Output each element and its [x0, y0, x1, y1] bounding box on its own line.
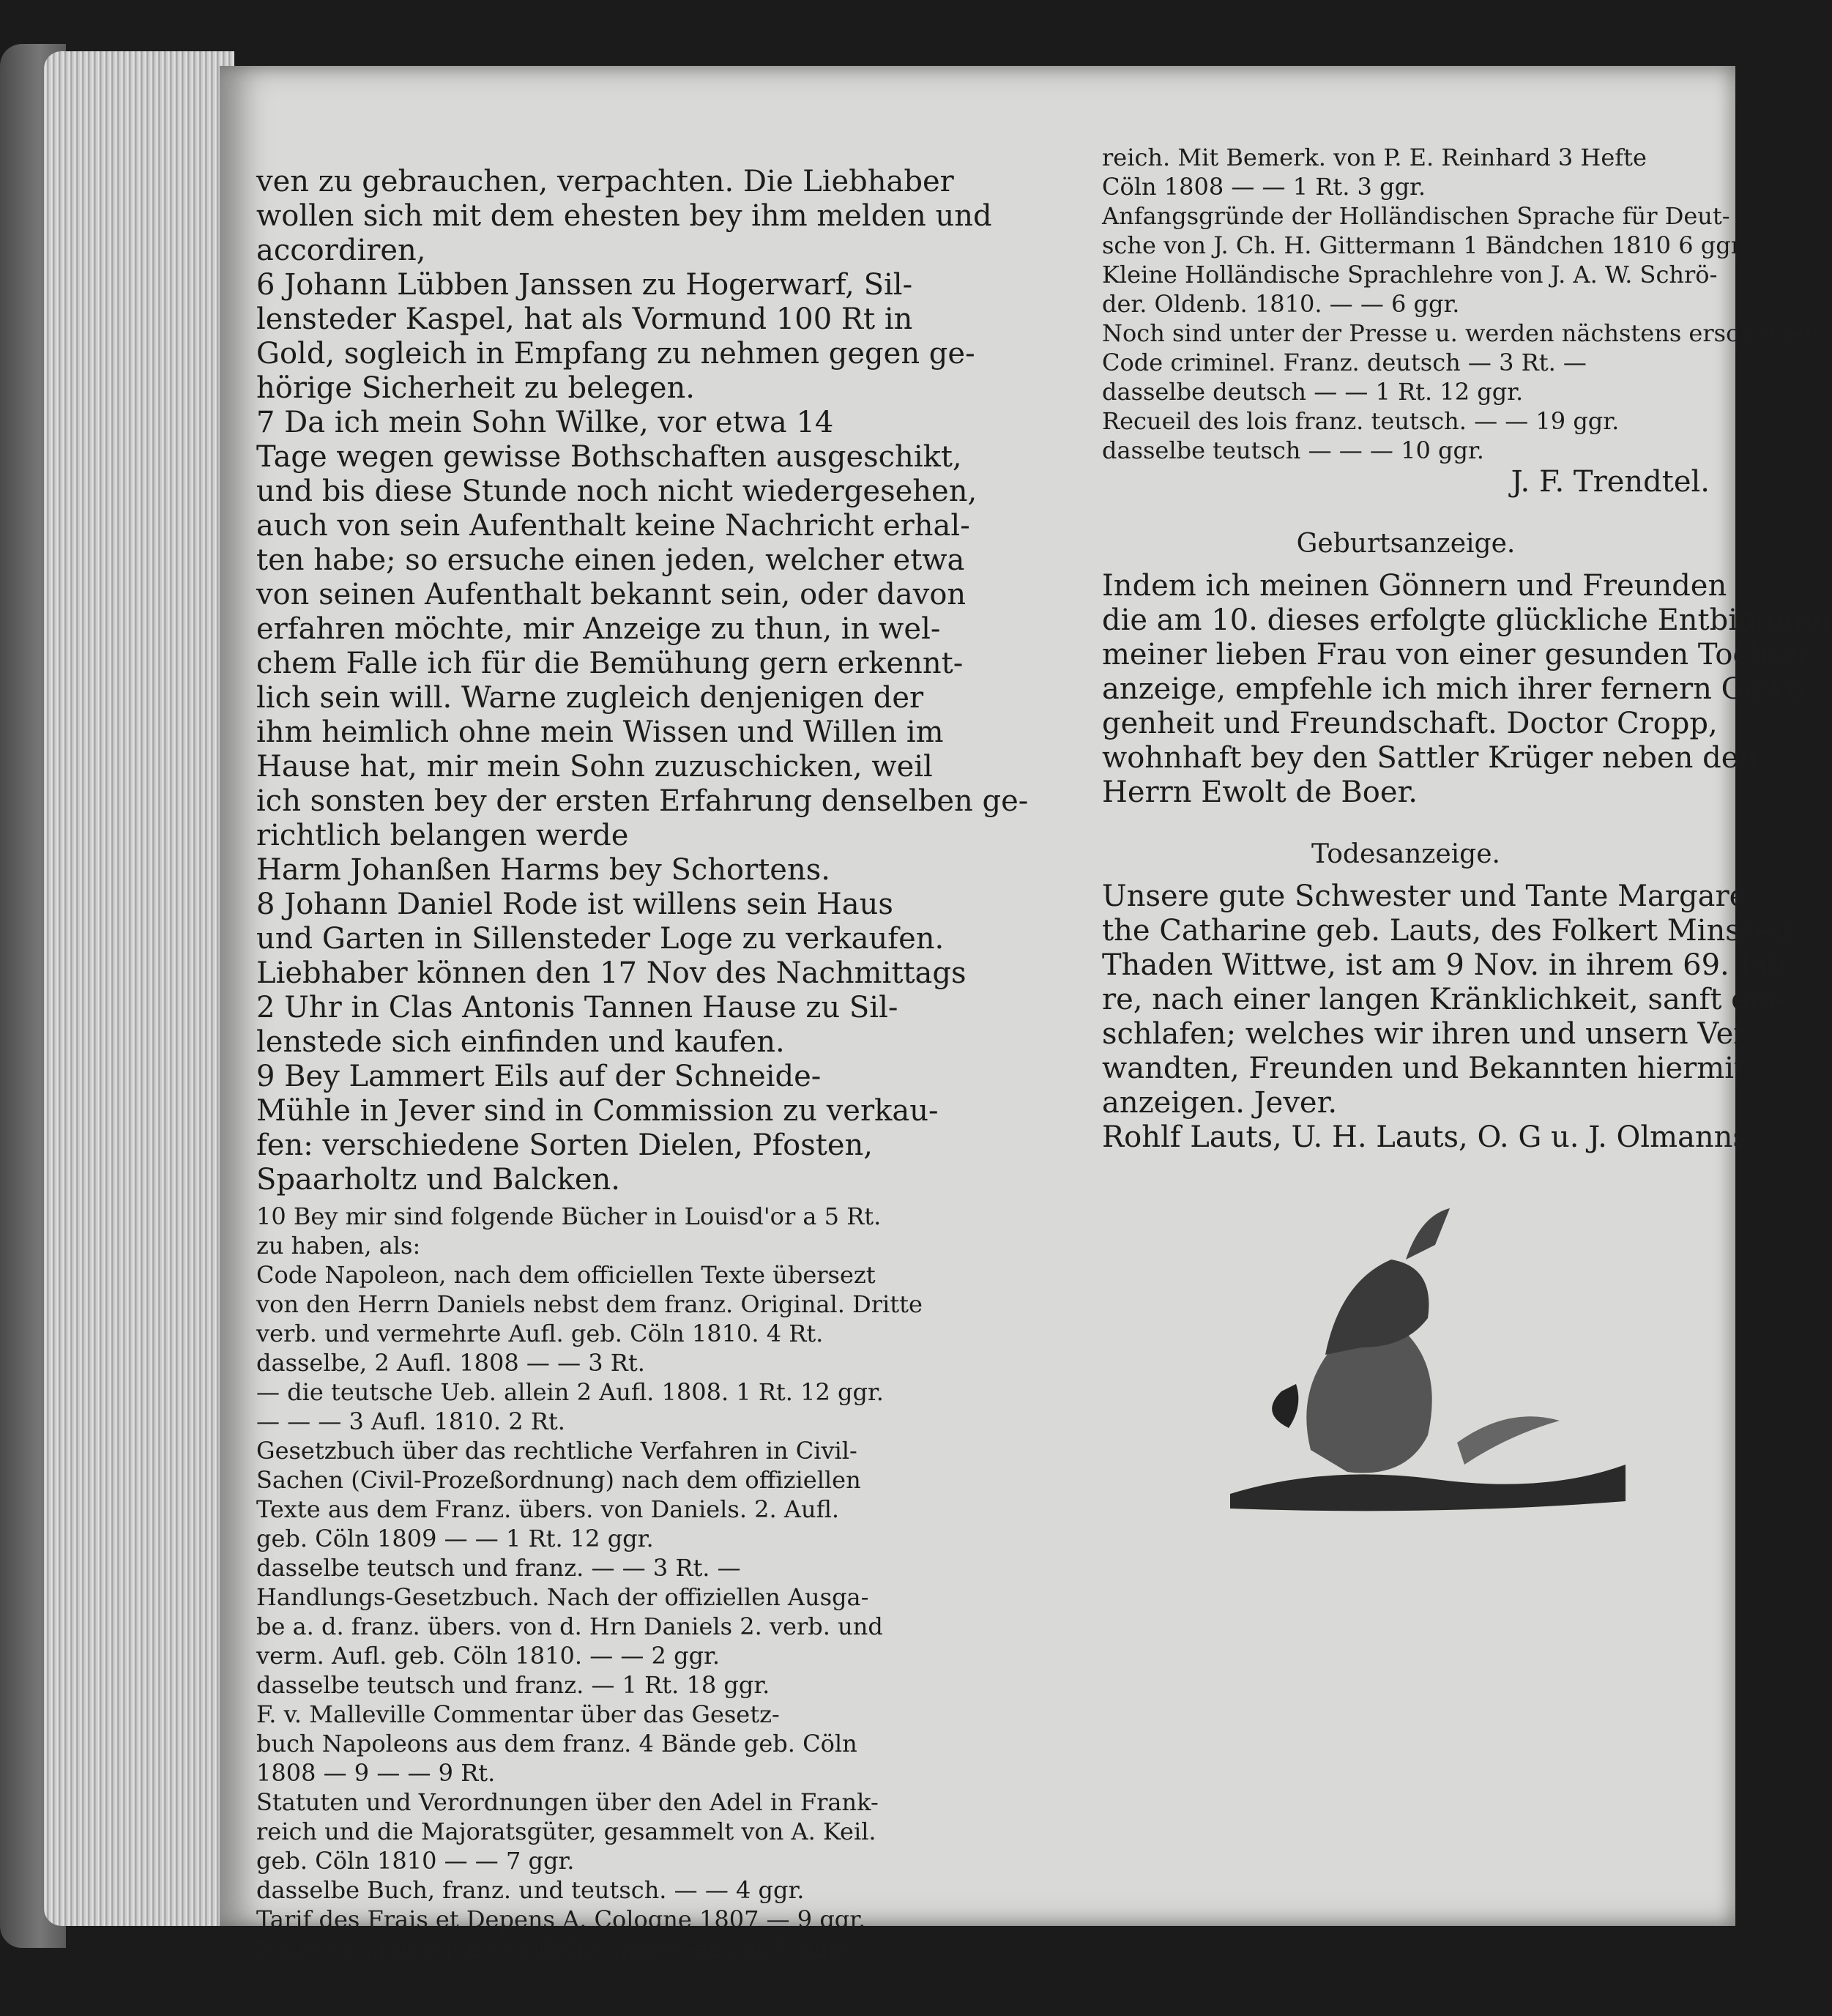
text-line: lensteder Kaspel, hat als Vormund 100 Rt in — [256, 302, 913, 336]
text-line: hörige Sicherheit zu belegen. — [256, 371, 695, 405]
text-line: 9 Bey Lammert Eils auf der Schneide- — [256, 1060, 822, 1093]
book-line: Code Napoleon, nach dem officiellen Texte übersezt — [256, 1261, 876, 1289]
book-line: buch Napoleons aus dem franz. 4 Bände geb. Cöln — [256, 1730, 857, 1758]
book-line: dasselbe deutsch — — 1 Rt. 12 ggr. — [1102, 378, 1524, 406]
text-line: ten habe; so ersuche einen jeden, welcher etwa — [256, 543, 965, 577]
text-line: genheit und Freundschaft. Doctor Cropp, — [1102, 707, 1718, 740]
book-line: Kleine Holländische Sprachlehre von J. A. W. Schrö- — [1102, 261, 1718, 289]
book-line: Sachen (Civil-Prozeßordnung) nach dem offiziellen — [256, 1466, 861, 1494]
book-line: sche von J. Ch. H. Gittermann 1 Bändchen 1810 6 ggr. — [1102, 231, 1747, 259]
book-line: reich. Mit Bemerk. von P. E. Reinhard 3 Hefte — [1102, 144, 1647, 171]
text-line: 7 Da ich mein Sohn Wilke, vor etwa 14 — [256, 406, 834, 439]
text-line: fen: verschiedene Sorten Dielen, Pfosten, — [256, 1128, 873, 1162]
text-line: richtlich belangen werde — [256, 819, 629, 852]
book-line: Anfangsgründe der Holländischen Sprache für Deut- — [1102, 202, 1730, 230]
text-line: re, nach einer langen Kränklichkeit, sanft ein- — [1102, 983, 1787, 1016]
text-line: schlafen; welches wir ihren und unsern Ver- — [1102, 1017, 1757, 1051]
text-line: accordiren, — [256, 234, 426, 267]
text-line: ven zu gebrauchen, verpachten. Die Liebhaber — [256, 165, 954, 198]
book-line: reich und die Majoratsgüter, gesammelt von A. Keil. — [256, 1818, 876, 1845]
bird-vignette-icon — [1215, 1201, 1633, 1523]
book-line: geb. Cöln 1809 — — 1 Rt. 12 ggr. — [256, 1525, 654, 1552]
text-line: ihm heimlich ohne mein Wissen und Willen im — [256, 715, 944, 749]
text-line: lich sein will. Warne zugleich denjenigen der — [256, 681, 924, 715]
text-line: und bis diese Stunde noch nicht wiedergesehen, — [256, 475, 978, 508]
book-line: dasselbe Buch, franz. und teutsch. — — 4 ggr. — [256, 1876, 805, 1904]
book-line: verm. Aufl. geb. Cöln 1810. — — 2 ggr. — [256, 1642, 720, 1670]
text-line: Indem ich meinen Gönnern und Freunden — [1102, 569, 1727, 603]
text-line: meiner lieben Frau von einer gesunden Tochter — [1102, 638, 1811, 672]
left-notices — [256, 165, 1098, 1197]
text-line: 6 Johann Lübben Janssen zu Hogerwarf, Sil- — [256, 268, 913, 302]
book-line: — — — 3 Aufl. 1810. 2 Rt. — [256, 1407, 565, 1435]
text-line: auch von sein Aufenthalt keine Nachricht erhal- — [256, 509, 970, 543]
book-line: verb. und vermehrte Aufl. geb. Cöln 1810. 4 Rt. — [256, 1320, 824, 1347]
book-line: Statuten und Verordnungen über den Adel in Frank- — [256, 1788, 879, 1816]
book-line: 1808 — 9 — — 9 Rt. — [256, 1759, 496, 1787]
text-line: lenstede sich einfinden und kaufen. — [256, 1025, 785, 1059]
text-line: Liebhaber können den 17 Nov des Nachmittags — [256, 956, 967, 990]
heading-birth: Geburtsanzeige. — [1296, 529, 1516, 559]
book-line: der. Oldenb. 1810. — — 6 ggr. — [1102, 290, 1460, 318]
book-line: von den Herrn Daniels nebst dem franz. Original. Dritte — [256, 1290, 923, 1318]
book-list-right — [1102, 143, 1828, 465]
text-line: Hause hat, mir mein Sohn zuzuschicken, weil — [256, 750, 933, 784]
text-line: anzeigen. Jever. — [1102, 1086, 1338, 1120]
book-line: geb. Cöln 1810 — — 7 ggr. — [256, 1847, 575, 1875]
text-line: Mühle in Jever sind in Commission zu verkau- — [256, 1094, 939, 1128]
text-line: Unsere gute Schwester und Tante Margare- — [1102, 879, 1757, 913]
text-line: Gold, sogleich in Empfang zu nehmen gegen ge- — [256, 337, 975, 371]
book-line: Code criminel. Franz. deutsch — 3 Rt. — — [1102, 349, 1587, 376]
book-line: — die teutsche Ueb. allein 2 Aufl. 1808. 1 Rt. 12 ggr. — [256, 1378, 884, 1406]
birth-announcement — [1102, 569, 1832, 810]
death-announcement — [1102, 879, 1797, 1120]
book-line: dasselbe teutsch — — — 10 ggr. — [1102, 436, 1484, 464]
text-line: anzeige, empfehle ich mich ihrer fernern Gewo- — [1102, 672, 1815, 706]
text-line: erfahren möchte, mir Anzeige zu thun, in wel- — [256, 612, 941, 646]
text-line: Herrn Ewolt de Boer. — [1102, 775, 1418, 809]
text-line: Thaden Wittwe, ist am 9 Nov. in ihrem 69. Jah- — [1102, 948, 1797, 982]
right-column — [1102, 143, 1832, 1155]
book-line: Neue Organisation des Religionswesens in Frank- — [256, 1935, 850, 1963]
book-line: Tarif des Frais et Depens A. Cologne 1807 — 9 ggr. — [256, 1905, 866, 1933]
text-line: wollen sich mit dem ehesten bey ihm melden und — [256, 199, 992, 233]
text-line: wohnhaft bey den Sattler Krüger neben den — [1102, 741, 1758, 775]
page-edges — [44, 51, 234, 1926]
text-line: Spaarholtz und Balcken. — [256, 1163, 620, 1197]
book-line: Gesetzbuch über das rechtliche Verfahren in Civil- — [256, 1437, 857, 1465]
book-line: Cöln 1808 — — 1 Rt. 3 ggr. — [1102, 173, 1426, 201]
signature-lauts: Rohlf Lauts, U. H. Lauts, O. G u. J. Olmanns. — [1102, 1120, 1757, 1154]
book-line: zu haben, als: — [256, 1232, 421, 1260]
book-line: Handlungs-Gesetzbuch. Nach der offiziellen Ausga- — [256, 1583, 869, 1611]
book-line: Noch sind unter der Presse u. werden nächstens erscheinen, — [1102, 319, 1828, 347]
book-line: Texte aus dem Franz. übers. von Daniels. 2. Aufl. — [256, 1495, 840, 1523]
text-line: the Catharine geb. Lauts, des Folkert Minssen — [1102, 914, 1792, 948]
book-list-left — [256, 1202, 1098, 1963]
text-line: und Garten in Sillensteder Loge zu verkaufen. — [256, 922, 945, 956]
left-column — [256, 165, 1098, 1963]
text-line: 2 Uhr in Clas Antonis Tannen Hause zu Sil- — [256, 991, 898, 1024]
text-line: Harm Johanßen Harms bey Schortens. — [256, 853, 830, 887]
book-line: be a. d. franz. übers. von d. Hrn Daniels 2. verb. und — [256, 1613, 883, 1640]
text-line: die am 10. dieses erfolgte glückliche Entbindung — [1102, 603, 1832, 637]
book-line: F. v. Malleville Commentar über das Gesetz- — [256, 1700, 780, 1728]
text-line: wandten, Freunden und Bekannten hiermit — [1102, 1052, 1746, 1085]
text-line: 8 Johann Daniel Rode ist willens sein Haus — [256, 888, 893, 921]
book-line: Recueil des lois franz. teutsch. — — 19 ggr. — [1102, 407, 1620, 435]
text-line: Tage wegen gewisse Bothschaften ausgeschikt, — [256, 440, 962, 474]
heading-death: Todesanzeige. — [1311, 839, 1500, 869]
book-line: dasselbe teutsch und franz. — 1 Rt. 18 ggr. — [256, 1671, 770, 1699]
book-line: 10 Bey mir sind folgende Bücher in Louisd'or a 5 Rt. — [256, 1202, 882, 1230]
book-line: dasselbe teutsch und franz. — — 3 Rt. — — [256, 1554, 741, 1582]
text-line: ich sonsten bey der ersten Erfahrung denselben ge- — [256, 784, 1029, 818]
text-line: von seinen Aufenthalt bekannt sein, oder davon — [256, 578, 967, 611]
signature-trendtel: J. F. Trendtel. — [1511, 465, 1710, 499]
text-line: chem Falle ich für die Bemühung gern erkennt- — [256, 647, 964, 680]
book-line: dasselbe, 2 Aufl. 1808 — — 3 Rt. — [256, 1349, 645, 1377]
